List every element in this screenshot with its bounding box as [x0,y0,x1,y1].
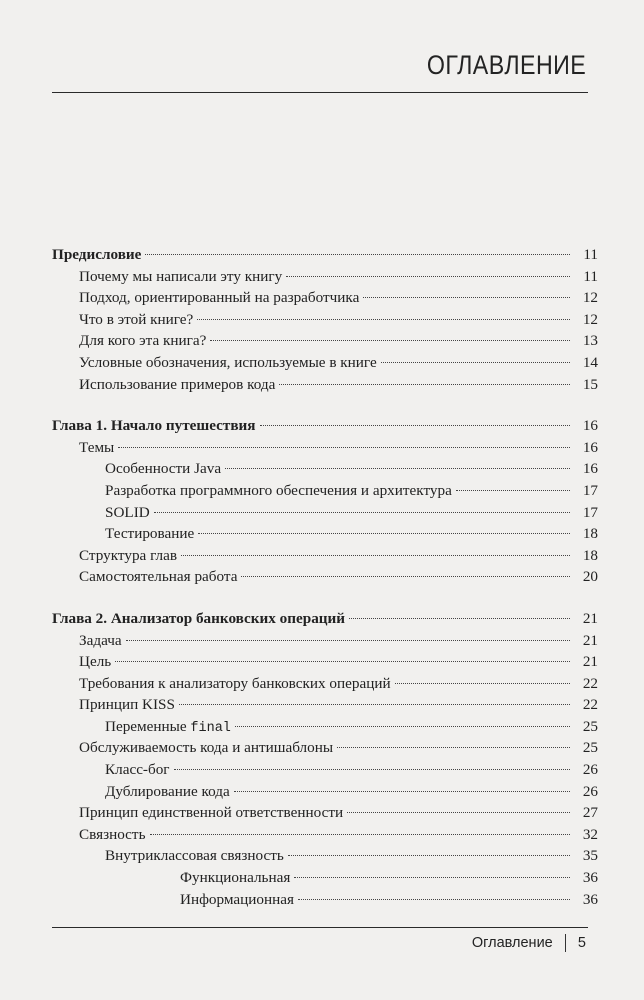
toc-entry-title: Задача [79,631,122,649]
dot-leader [115,661,570,662]
toc-entry[interactable] [52,374,598,396]
dot-leader [260,425,570,426]
toc-entry[interactable] [52,458,598,480]
toc-entry[interactable] [52,266,598,288]
toc-entry-page: 15 [582,375,598,393]
footer-section-label: Оглавление [471,935,553,951]
toc-section [52,608,598,910]
toc-entry-page: 16 [582,417,598,435]
toc-entry[interactable] [52,523,598,545]
toc-entry-code: final [190,720,231,736]
toc-entry-title: Предисловие [52,246,142,263]
toc-entry-title: Глава 2. Анализатор банковских операций [52,609,346,627]
toc-chapter-entry[interactable] [52,415,598,437]
dot-leader [126,640,570,641]
dot-leader [235,726,570,727]
toc-entry-page: 12 [582,289,598,307]
toc-entry-page: 20 [582,568,598,586]
toc-entry-title: Глава 1. Начало путешествия [52,417,256,435]
toc-entry[interactable] [52,889,598,911]
dot-leader [363,297,570,298]
toc-entry-page: 11 [583,246,598,263]
toc-entry-title: Разработка программного обеспечения и архитектура [105,481,452,499]
toc-entry[interactable] [52,694,598,716]
footer-separator [565,934,566,952]
dot-leader [288,855,570,856]
toc-entry[interactable] [52,824,598,846]
toc-entry-page: 32 [582,825,598,843]
toc-entry-page: 16 [582,438,598,456]
toc-entry[interactable] [52,651,598,673]
dot-leader [347,812,570,813]
toc-entry-page: 17 [582,481,598,499]
toc-entry-page: 21 [582,631,598,649]
dot-leader [225,468,570,469]
toc-entry-page: 14 [582,353,598,371]
dot-leader [294,877,570,878]
toc-entry[interactable] [52,759,598,781]
toc-entry-title: Особенности Java [105,460,222,478]
toc-entry-page: 21 [582,609,598,627]
toc-entry-page: 18 [582,525,598,543]
toc-entry[interactable] [52,716,598,738]
toc-entry-page: 25 [582,739,598,757]
dot-leader [234,791,570,792]
toc-entry[interactable] [52,781,598,803]
dot-leader [145,254,570,255]
toc-entry-page: 36 [582,869,598,887]
dot-leader [286,276,570,277]
toc-entry-title: Связность [79,825,146,843]
toc-entry-page: 22 [582,696,598,714]
dot-leader [174,769,570,770]
page-title: ОГЛАВЛЕНИЕ [426,50,586,80]
toc-entry-page: 36 [582,890,598,908]
toc-entry[interactable] [52,330,598,352]
toc-section [52,415,598,588]
toc-chapter-entry[interactable] [52,244,598,266]
toc-entry-page: 25 [582,717,598,735]
toc-entry-title: Условные обозначения, используемые в книге [79,353,377,371]
toc-entry-title: Требования к анализатору банковских операций [79,674,391,692]
toc-entry-title: Класс-бог [105,761,170,779]
header-divider [52,92,588,93]
dot-leader [381,362,570,363]
dot-leader [154,512,570,513]
dot-leader [241,576,570,577]
toc-entry[interactable] [52,352,598,374]
toc-entry-page: 26 [582,782,598,800]
toc-entry[interactable] [52,309,598,331]
toc-entry-page: 16 [582,460,598,478]
toc-entry[interactable] [52,867,598,889]
dot-leader [337,747,570,748]
toc-entry-title: Почему мы написали эту книгу [79,267,283,285]
toc-entry[interactable] [52,630,598,652]
dot-leader [150,834,571,835]
toc-entry-title: Самостоятельная работа [79,568,238,586]
toc-entry-title: Подход, ориентированный на разработчика [79,289,360,307]
toc-entry-page: 35 [582,847,598,865]
toc-entry[interactable] [52,673,598,695]
toc-entry-page: 21 [582,653,598,671]
toc-entry[interactable] [52,287,598,309]
toc-entry-page: 26 [582,761,598,779]
toc-entry-title: Тестирование [105,525,195,543]
toc-entry[interactable] [52,502,598,524]
dot-leader [349,618,570,619]
toc-entry-page: 27 [582,804,598,822]
toc-entry-title: Структура глав [79,546,178,564]
toc-section [52,244,598,395]
toc-entry-page: 18 [582,546,598,564]
toc-entry-title: Использование примеров кода [79,375,276,393]
page-footer [472,934,586,952]
toc-entry[interactable] [52,566,598,588]
dot-leader [179,704,570,705]
toc-entry[interactable] [52,845,598,867]
toc-entry-title: Переменные final [105,717,231,736]
toc-entry-page: 17 [582,503,598,521]
dot-leader [298,899,570,900]
dot-leader [198,533,570,534]
dot-leader [118,447,570,448]
toc-entry-page: 11 [583,267,598,285]
toc-entry-title: Обслуживаемость кода и антишаблоны [79,739,334,757]
toc-entry-title: Функциональная [180,869,291,887]
dot-leader [395,683,570,684]
footer-divider [52,927,588,928]
toc-entry-page: 13 [582,332,598,350]
dot-leader [210,340,570,341]
toc-entry-page: 12 [582,310,598,328]
toc-entry[interactable] [52,802,598,824]
toc-entry-title: Что в этой книге? [79,310,194,328]
toc-entry-title: Для кого эта книга? [79,332,207,350]
toc-entry[interactable] [52,737,598,759]
toc-entry-title: Внутриклассовая связность [105,847,284,865]
toc-entry-title: Цель [79,653,112,671]
footer-page-number: 5 [577,935,586,951]
toc-entry-title: Дублирование кода [105,782,230,800]
toc-entry-title: Информационная [180,890,294,908]
toc-entry-title: SOLID [105,503,150,521]
toc-entry[interactable] [52,480,598,502]
toc-entry-title: Принцип KISS [79,696,175,714]
toc-entry-title: Принцип единственной ответственности [79,804,344,822]
toc-entry-title: Темы [79,438,115,456]
dot-leader [279,384,570,385]
toc-entry[interactable] [52,545,598,567]
toc-entry-page: 22 [582,674,598,692]
table-of-contents [52,244,598,930]
toc-chapter-entry[interactable] [52,608,598,630]
dot-leader [181,555,570,556]
toc-entry[interactable] [52,437,598,459]
dot-leader [197,319,570,320]
dot-leader [456,490,570,491]
